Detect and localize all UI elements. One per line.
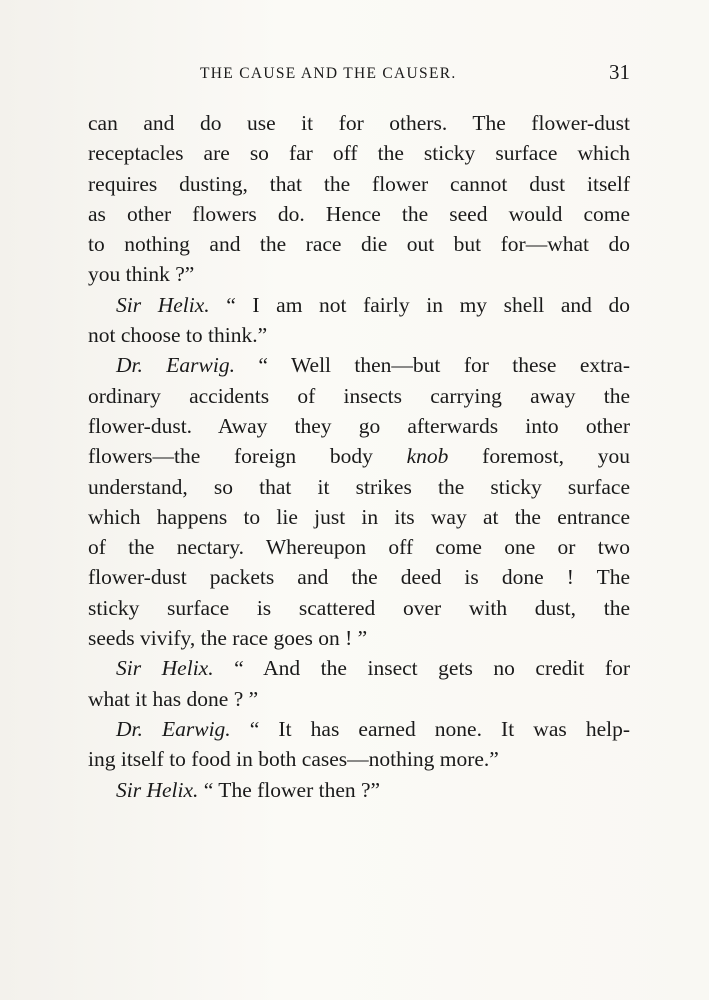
text-line: requires dusting, that the flower cannot dust itself (88, 171, 630, 196)
running-title: THE CAUSE AND THE CAUSER. (200, 65, 457, 82)
text-segment: flowers—the foreign body (88, 444, 407, 469)
text-line: understand, so that it strikes the sticky surface (88, 474, 630, 499)
text-segment: foremost, you (448, 444, 630, 469)
text-line: flower-dust packets and the deed is done ! The (88, 565, 630, 590)
page-number: 31 (609, 60, 630, 84)
text-line: to nothing and the race die out but for—what do (88, 232, 630, 257)
dialogue-line (88, 653, 630, 683)
speaker-name: Sir Helix. (116, 656, 214, 681)
dialogue-line (88, 290, 630, 320)
text-line: flower-dust. Away they go afterwards into other (88, 413, 630, 438)
text-line: seeds vivify, the race goes on ! ” (88, 626, 368, 651)
text-line: of the nectary. Whereupon off come one or two (88, 535, 630, 560)
text-line (88, 441, 630, 471)
text-line: as other flowers do. Hence the seed would come (88, 201, 630, 226)
dialogue-text: “ The flower then ?” (203, 777, 381, 802)
speaker-name: Sir Helix. (116, 292, 210, 317)
text-line: what it has done ? ” (88, 686, 259, 711)
dialogue-line (88, 775, 630, 805)
text-line: ing itself to food in both cases—nothing more.” (88, 747, 499, 772)
running-head (88, 62, 630, 92)
dialogue-line (88, 350, 630, 380)
text-line: not choose to think.” (88, 323, 268, 348)
text-line: you think ?” (88, 262, 195, 287)
speaker-name: Sir Helix. (116, 777, 199, 802)
dialogue-text: “ And the insect gets no credit for (234, 656, 630, 681)
dialogue-text: “ Well then—but for these extra- (258, 353, 630, 378)
speaker-name: Dr. Earwig. (116, 716, 231, 741)
text-line: ordinary accidents of insects carrying away the (88, 383, 630, 408)
dialogue-text: “ I am not fairly in my shell and do (226, 292, 631, 317)
text-line: can and do use it for others. The flower-dust (88, 111, 630, 135)
text-line: receptacles are so far off the sticky surface which (88, 141, 630, 166)
text-line: sticky surface is scattered over with dust, the (88, 595, 630, 620)
speaker-name: Dr. Earwig. (116, 353, 235, 378)
dialogue-text: “ It has earned none. It was help- (249, 716, 630, 741)
dialogue-line (88, 714, 630, 744)
body-text (88, 108, 630, 805)
emphasized-word: knob (406, 444, 449, 469)
text-line: which happens to lie just in its way at the entrance (88, 504, 630, 529)
